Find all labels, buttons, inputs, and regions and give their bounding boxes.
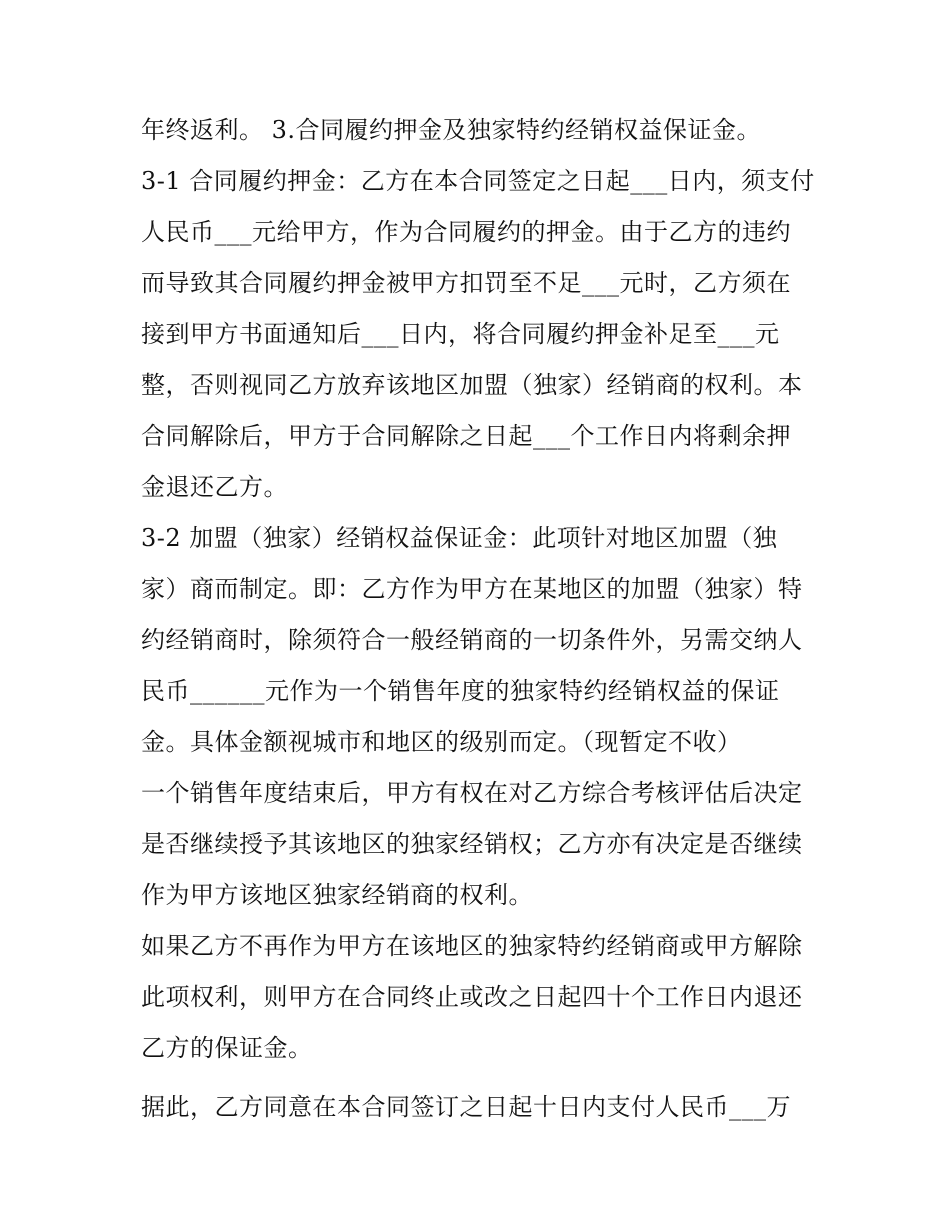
text-line: 约经销商时，除须符合一般经销商的一切条件外，另需交纳人 <box>141 626 803 654</box>
text-line: 如果乙方不再作为甲方在该地区的独家特约经销商或甲方解除 <box>141 932 803 960</box>
text-line: 整，否则视同乙方放弃该地区加盟（独家）经销商的权利。本 <box>141 371 803 399</box>
text-line: 民币______元作为一个销售年度的独家特约经销权益的保证 <box>141 677 780 705</box>
text-line: 合同解除后，甲方于合同解除之日起___个工作日内将剩余押 <box>141 422 791 450</box>
text-line: 乙方的保证金。 <box>141 1034 313 1062</box>
text-line: 3-2 加盟（独家）经销权益保证金：此项针对地区加盟（独 <box>141 524 778 552</box>
text-line: 3-1 合同履约押金：乙方在本合同签定之日起___日内，须支付 <box>141 167 815 195</box>
text-line: 年终返利。 3.合同履约押金及独家特约经销权益保证金。 <box>141 116 762 144</box>
text-line: 此项权利，则甲方在合同终止或改之日起四十个工作日内退还 <box>141 983 803 1011</box>
text-line: 是否继续授予其该地区的独家经销权；乙方亦有决定是否继续 <box>141 830 803 858</box>
text-line: 一个销售年度结束后，甲方有权在对乙方综合考核评估后决定 <box>141 779 803 807</box>
text-line: 金。具体金额视城市和地区的级别而定。（现暂定不收） <box>141 728 742 756</box>
text-line: 人民币___元给甲方，作为合同履约的押金。由于乙方的违约 <box>141 218 791 246</box>
text-line: 家）商而制定。即：乙方作为甲方在某地区的加盟（独家）特 <box>141 575 803 603</box>
text-line: 接到甲方书面通知后___日内，将合同履约押金补足至___元 <box>141 320 780 348</box>
text-line: 作为甲方该地区独家经销商的权利。 <box>141 881 533 909</box>
text-line: 据此，乙方同意在本合同签订之日起十日内支付人民币___万 <box>141 1093 791 1121</box>
text-line: 金退还乙方。 <box>141 473 288 501</box>
text-line: 而导致其合同履约押金被甲方扣罚至不足___元时，乙方须在 <box>141 269 791 297</box>
